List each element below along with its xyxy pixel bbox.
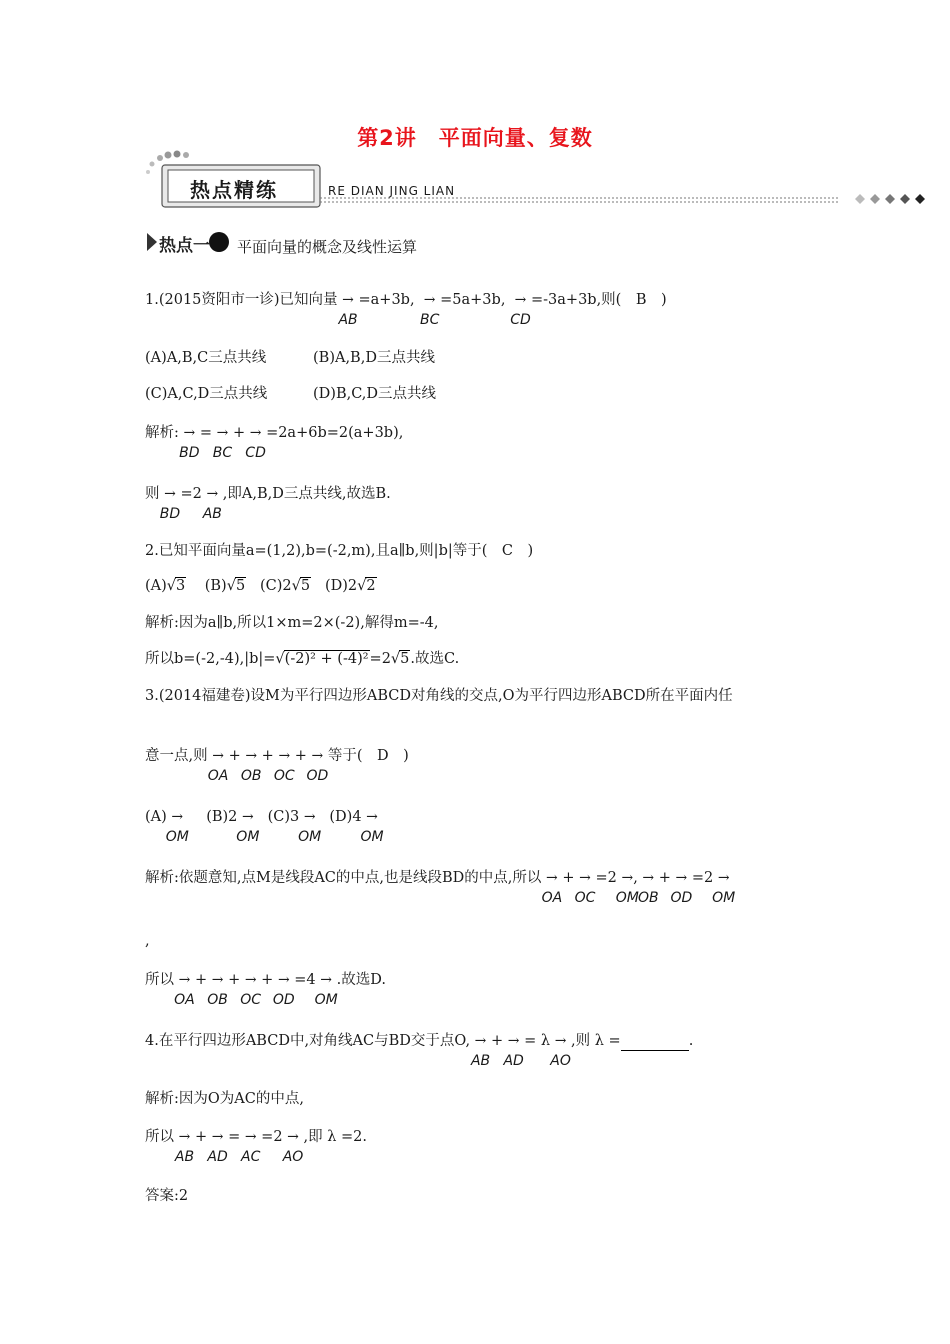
vector-cd: → CD [510, 292, 531, 328]
q4-answer: 答案:2 [145, 1188, 189, 1204]
vector-om: → OM [236, 809, 260, 845]
vector-bc: → BC [419, 292, 440, 328]
q1-solution-2: 则 → BD =2 → AB ,即A,B,D三点共线,故选B. [145, 486, 391, 522]
vector-ab: → AB [338, 292, 358, 328]
q3-stem-2: 意一点,则 → OA + → OB + → OC + → OD 等于( D ) [145, 748, 409, 784]
q2-solution-1: 解析:因为a∥b,所以1×m=2×(-2),解得m=-4, [145, 615, 439, 631]
section-banner [140, 150, 940, 210]
vector-od: → OD [272, 972, 295, 1008]
q1-stem: 1.(2015资阳市一诊)已知向量 → AB =a+3b, → BC =5a+3b, → CD =-3a+3b,则( B ) [145, 292, 667, 328]
q1-option-c: (C)A,C,D三点共线 [145, 386, 268, 402]
section-tag [147, 231, 232, 256]
vector-om: → OM [615, 870, 639, 906]
vector-ad: → AD [503, 1033, 524, 1069]
vector-ob: → OB [637, 870, 659, 906]
q2-solution-2: 所以b=(-2,-4),|b|=√(-2)² + (-4)²=2√5.故选C. [145, 651, 460, 667]
q1-solution: 解析: → BD = → BC + → CD =2a+6b=2(a+3b), [145, 425, 404, 461]
vector-ab: → AB [202, 486, 222, 522]
vector-oa: → OA [541, 870, 563, 906]
banner-pinyin: RE DIAN JING LIAN [328, 184, 456, 198]
vector-om: → OM [298, 809, 322, 845]
q1-option-a: (A)A,B,C三点共线 [145, 350, 267, 366]
q3-stem-1: 3.(2014福建卷)设M为平行四边形ABCD对角线的交点,O为平行四边形ABCD所在平面内任 [145, 688, 733, 704]
vector-bd: → BD [179, 425, 200, 461]
vector-ab: → AB [174, 1129, 195, 1165]
vector-om: → OM [165, 809, 189, 845]
vector-oc: → OC [240, 972, 262, 1008]
vector-ob: → OB [207, 972, 228, 1008]
vector-ab: → AB [470, 1033, 491, 1069]
vector-om: → OM [712, 870, 736, 906]
q3-solution-comma: , [145, 933, 150, 949]
vector-om: → OM [360, 809, 384, 845]
q3-solution-1: 解析:依题意知,点M是线段AC的中点,也是线段BD的中点,所以 → OA + → OC =2 → OM , → OB + → OD =2 → OM [145, 870, 736, 906]
section-heading: 平面向量的概念及线性运算 [237, 238, 418, 256]
vector-bd: → BD [159, 486, 181, 522]
vector-oc: → OC [574, 870, 596, 906]
page-title: 第2讲 平面向量、复数 [357, 126, 593, 150]
vector-ao: → AO [282, 1129, 304, 1165]
vector-ad: → AD [207, 1129, 228, 1165]
q4-solution-1: 解析:因为O为AC的中点, [145, 1091, 304, 1107]
vector-od: → OD [306, 748, 329, 784]
vector-om: → OM [314, 972, 338, 1008]
q3-solution-2: 所以 → OA + → OB + → OC + → OD =4 → OM .故选D. [145, 972, 386, 1008]
vector-cd: → CD [245, 425, 266, 461]
vector-ob: → OB [240, 748, 262, 784]
vector-oa: → OA [174, 972, 195, 1008]
q2-stem: 2.已知平面向量a=(1,2),b=(-2,m),且a∥b,则|b|等于( C ) [145, 543, 534, 559]
q4-solution-2: 所以 → AB + → AD = → AC =2 → AO ,即 λ =2. [145, 1129, 368, 1165]
q1-option-d: (D)B,C,D三点共线 [313, 386, 437, 402]
q3-options: (A) → OM (B)2 → OM (C)3 → OM (D)4 → OM [145, 809, 384, 845]
vector-oa: → OA [207, 748, 229, 784]
vector-oc: → OC [273, 748, 295, 784]
q1-option-b: (B)A,B,D三点共线 [313, 350, 435, 366]
q2-options: (A)√3 (B)√5 (C)2√5 (D)2√2 [145, 578, 376, 594]
q4-stem: 4.在平行四边形ABCD中,对角线AC与BD交于点O, → AB + → AD = λ → AO ,则 λ = . [145, 1033, 694, 1069]
banner-label: 热点精练 [190, 178, 278, 202]
vector-od: → OD [670, 870, 693, 906]
vector-ao: → AO [550, 1033, 571, 1069]
vector-ac: → AC [241, 1129, 261, 1165]
vector-bc: → BC [212, 425, 233, 461]
section-tag-label: 热点一 [159, 236, 210, 256]
answer-blank[interactable] [621, 1036, 689, 1051]
